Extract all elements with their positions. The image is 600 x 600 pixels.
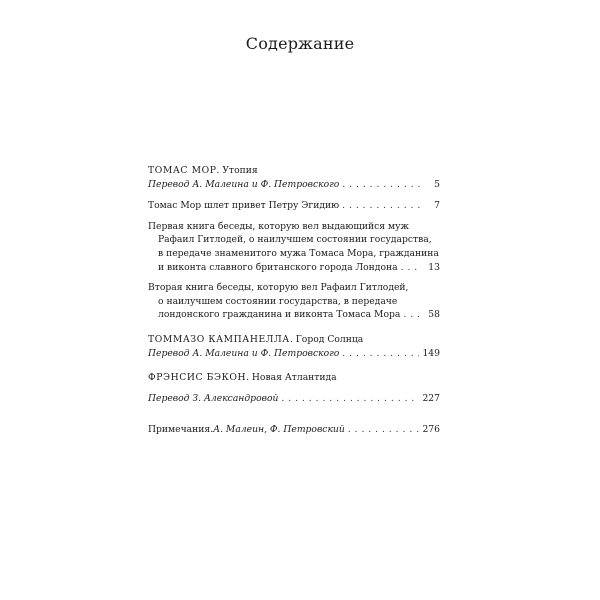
dot-leader bbox=[281, 392, 419, 406]
translators: Перевод З. Александровой bbox=[148, 392, 279, 404]
toc-entry-letter[interactable] bbox=[148, 199, 440, 213]
entry-last-line bbox=[148, 261, 440, 275]
toc-entry-more-translators[interactable] bbox=[148, 178, 440, 192]
page-number: 7 bbox=[434, 200, 440, 212]
page-number: 13 bbox=[428, 261, 440, 273]
page-number: 227 bbox=[422, 392, 440, 404]
entry-line: Первая книга беседы, которую вел выдающийся муж bbox=[148, 220, 409, 232]
dot-leader bbox=[348, 423, 420, 437]
page-number: 149 bbox=[422, 347, 440, 359]
toc-author-more bbox=[148, 164, 440, 178]
page-number: 58 bbox=[428, 309, 440, 321]
toc-author-campanella bbox=[148, 333, 440, 347]
dot-leader bbox=[401, 261, 421, 275]
toc-entry-book-two[interactable] bbox=[148, 281, 440, 322]
dot-leader bbox=[403, 308, 421, 322]
notes-label: Примечания. bbox=[148, 424, 214, 436]
author-name: ТОММАЗО КАМПАНЕЛЛА bbox=[148, 333, 290, 345]
toc-entry-notes[interactable] bbox=[148, 423, 440, 437]
entry-line: Вторая книга беседы, которую вел Рафаил Гитлодей, bbox=[148, 282, 409, 294]
entry-last-line bbox=[148, 308, 440, 322]
author-name: ТОМАС МОР bbox=[148, 165, 217, 176]
work-title: . Город Солнца bbox=[289, 333, 364, 345]
notes-authors: А. Малеин, Ф. Петровский bbox=[213, 424, 345, 436]
toc-entry-bacon[interactable] bbox=[148, 392, 440, 406]
toc-author-bacon bbox=[148, 371, 440, 385]
page-title: Содержание bbox=[245, 34, 355, 53]
entry-line: в передаче знаменитого мужа Томаса Мора, гражданина bbox=[158, 247, 439, 259]
entry-line: лондонского гражданина и виконта Томаса Мора bbox=[158, 309, 401, 321]
page-number: 276 bbox=[422, 424, 440, 436]
work-title: . Новая Атлантида bbox=[246, 372, 337, 384]
page-number: 5 bbox=[434, 178, 440, 190]
translators: Перевод А. Малеина и Ф. Петровского bbox=[148, 347, 340, 359]
entry-line: о наилучшем состоянии государства, в передаче bbox=[158, 295, 398, 307]
toc-entry-book-one[interactable] bbox=[148, 220, 440, 274]
toc-entry-campanella[interactable] bbox=[148, 347, 440, 361]
translators: Перевод А. Малеина и Ф. Петровского bbox=[148, 178, 340, 190]
author-name: ФРЭНСИС БЭКОН bbox=[148, 372, 247, 384]
table-of-contents bbox=[148, 164, 440, 437]
dot-leader bbox=[342, 199, 421, 213]
dot-leader bbox=[342, 347, 419, 361]
entry-title: Томас Мор шлет привет Петру Эгидию bbox=[148, 200, 340, 212]
entry-line: и виконта славного британского города Лондона bbox=[158, 261, 398, 273]
dot-leader bbox=[342, 178, 421, 192]
work-title: . Утопия bbox=[216, 165, 258, 176]
entry-line: Рафаил Гитлодей, о наилучшем состоянии государства, bbox=[158, 234, 432, 246]
